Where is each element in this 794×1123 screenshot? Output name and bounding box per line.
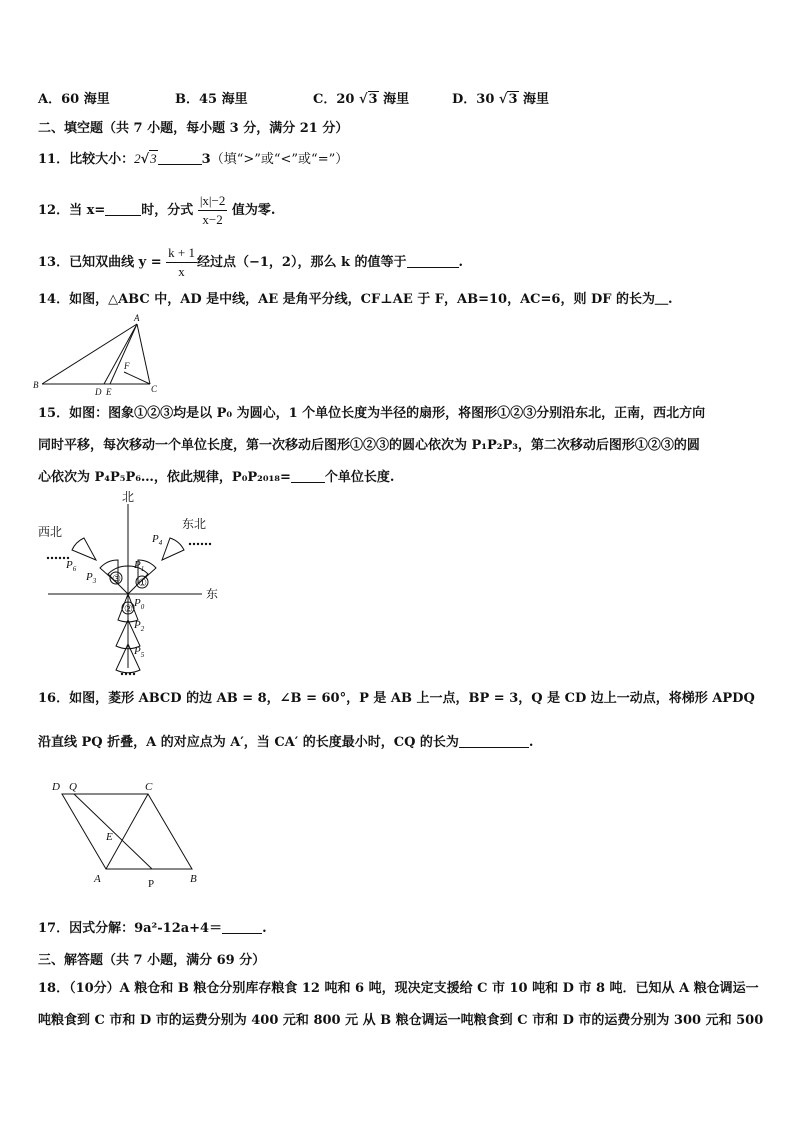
answer-blank — [291, 468, 325, 483]
label-c: C — [151, 384, 158, 394]
label-f: F — [124, 361, 130, 371]
question-17: 17．因式分解：9a²-12a+4＝ . — [38, 921, 267, 936]
circle-1-label: ① — [138, 578, 147, 589]
northeast-label: 东北 — [182, 517, 207, 531]
answer-blank — [158, 150, 202, 165]
label-e: E — [106, 831, 113, 843]
p0-label: $P_0$ — [134, 597, 145, 611]
question-18-line-1: 18．（10分）A 粮仓和 B 粮仓分别库存粮食 12 吨和 6 吨，现决定支援给 C 市 10 吨和 D 市 8 吨．已知从 A 粮仓调运一 — [38, 981, 759, 996]
question-13: 13．已知双曲线 y = $\frac{k + 1}{x}$ 经过点（−1，2），那么 k 的值等于 . — [38, 245, 464, 279]
question-16-line-2: 沿直线 PQ 折叠，A 的对应点为 A′，当 CA′ 的长度最小时，CQ 的长为 . — [38, 735, 534, 750]
circle-2-label: ② — [124, 604, 133, 615]
question-15-line-3: 心依次为 P₄P₅P₆…，依此规律，P₀P₂₀₁₈= 个单位长度. — [38, 470, 395, 485]
north-label: 北 — [122, 490, 135, 504]
p2-label: $P_2$ — [134, 619, 145, 633]
p4-label: $P_4$ — [152, 533, 163, 547]
rhombus-figure — [40, 772, 210, 894]
answer-blank — [407, 253, 459, 268]
label-c: C — [145, 781, 153, 793]
answer-blank — [105, 201, 141, 216]
question-15-line-2: 同时平移，每次移动一个单位长度，第一次移动后图形①②③的圆心依次为 P₁P₂P₃，第二次移动后图形①②③的圆 — [38, 438, 700, 453]
question-14: 14．如图，△ABC 中，AD 是中线，AE 是角平分线，CF⊥AE 于 F，AB=10，AC=6，则 DF 的长为＿. — [38, 292, 673, 307]
label-a: A — [94, 873, 101, 885]
fraction: $\frac{|x|-2}{x-2}$ — [199, 193, 226, 227]
question-12: 12．当 x= 时，分式 $\frac{|x|-2}{x-2}$ 值为零. — [38, 193, 276, 227]
label-a: A — [134, 313, 140, 323]
label-d: D — [95, 387, 102, 397]
option-a: A．60 海里 — [38, 92, 110, 107]
compass-sectors-figure — [30, 488, 230, 680]
northwest-label: 西北 — [38, 525, 63, 539]
section-3-title: 三、解答题（共 7 小题，满分 69 分） — [38, 953, 266, 968]
circle-3-label: ③ — [112, 574, 121, 585]
answer-blank — [459, 733, 529, 748]
option-d: D．30 √3 海里 — [452, 92, 550, 107]
p6-label: $P_6$ — [66, 559, 77, 573]
option-c: C．20 √3 海里 — [313, 92, 410, 107]
question-11: 11．比较大小：2√3 3（填“>”或“<”或“=”） — [38, 151, 349, 167]
option-b: B．45 海里 — [175, 92, 248, 107]
answer-blank — [222, 919, 262, 934]
label-e: E — [106, 387, 112, 397]
label-q: Q — [69, 781, 77, 793]
fraction: $\frac{k + 1}{x}$ — [168, 245, 195, 279]
label-b: B — [190, 873, 197, 885]
question-18-line-2: 吨粮食到 C 市和 D 市的运费分别为 400 元和 800 元 从 B 粮仓调运一吨粮食到 C 市和 D 市的运费分别为 300 元和 500 — [38, 1013, 764, 1028]
question-16-line-1: 16．如图，菱形 ABCD 的边 AB = 8，∠B = 60°，P 是 AB 上一点，BP = 3，Q 是 CD 边上一动点，将梯形 APDQ — [38, 691, 755, 706]
section-2-title: 二、填空题（共 7 小题，每小题 3 分，满分 21 分） — [38, 121, 349, 136]
p3-label: $P_3$ — [86, 571, 97, 585]
triangle-figure — [30, 312, 170, 400]
question-15-line-1: 15．如图：图象①②③均是以 P₀ 为圆心，1 个单位长度为半径的扇形，将图形①②③分别沿东北，正南，西北方向 — [38, 406, 706, 421]
label-d: D — [52, 781, 60, 793]
label-b: B — [33, 380, 39, 390]
p1-label: $P_1$ — [134, 559, 145, 573]
p5-label: $P_5$ — [134, 645, 145, 659]
label-p: P — [148, 878, 155, 890]
east-label: 东 — [206, 587, 219, 601]
